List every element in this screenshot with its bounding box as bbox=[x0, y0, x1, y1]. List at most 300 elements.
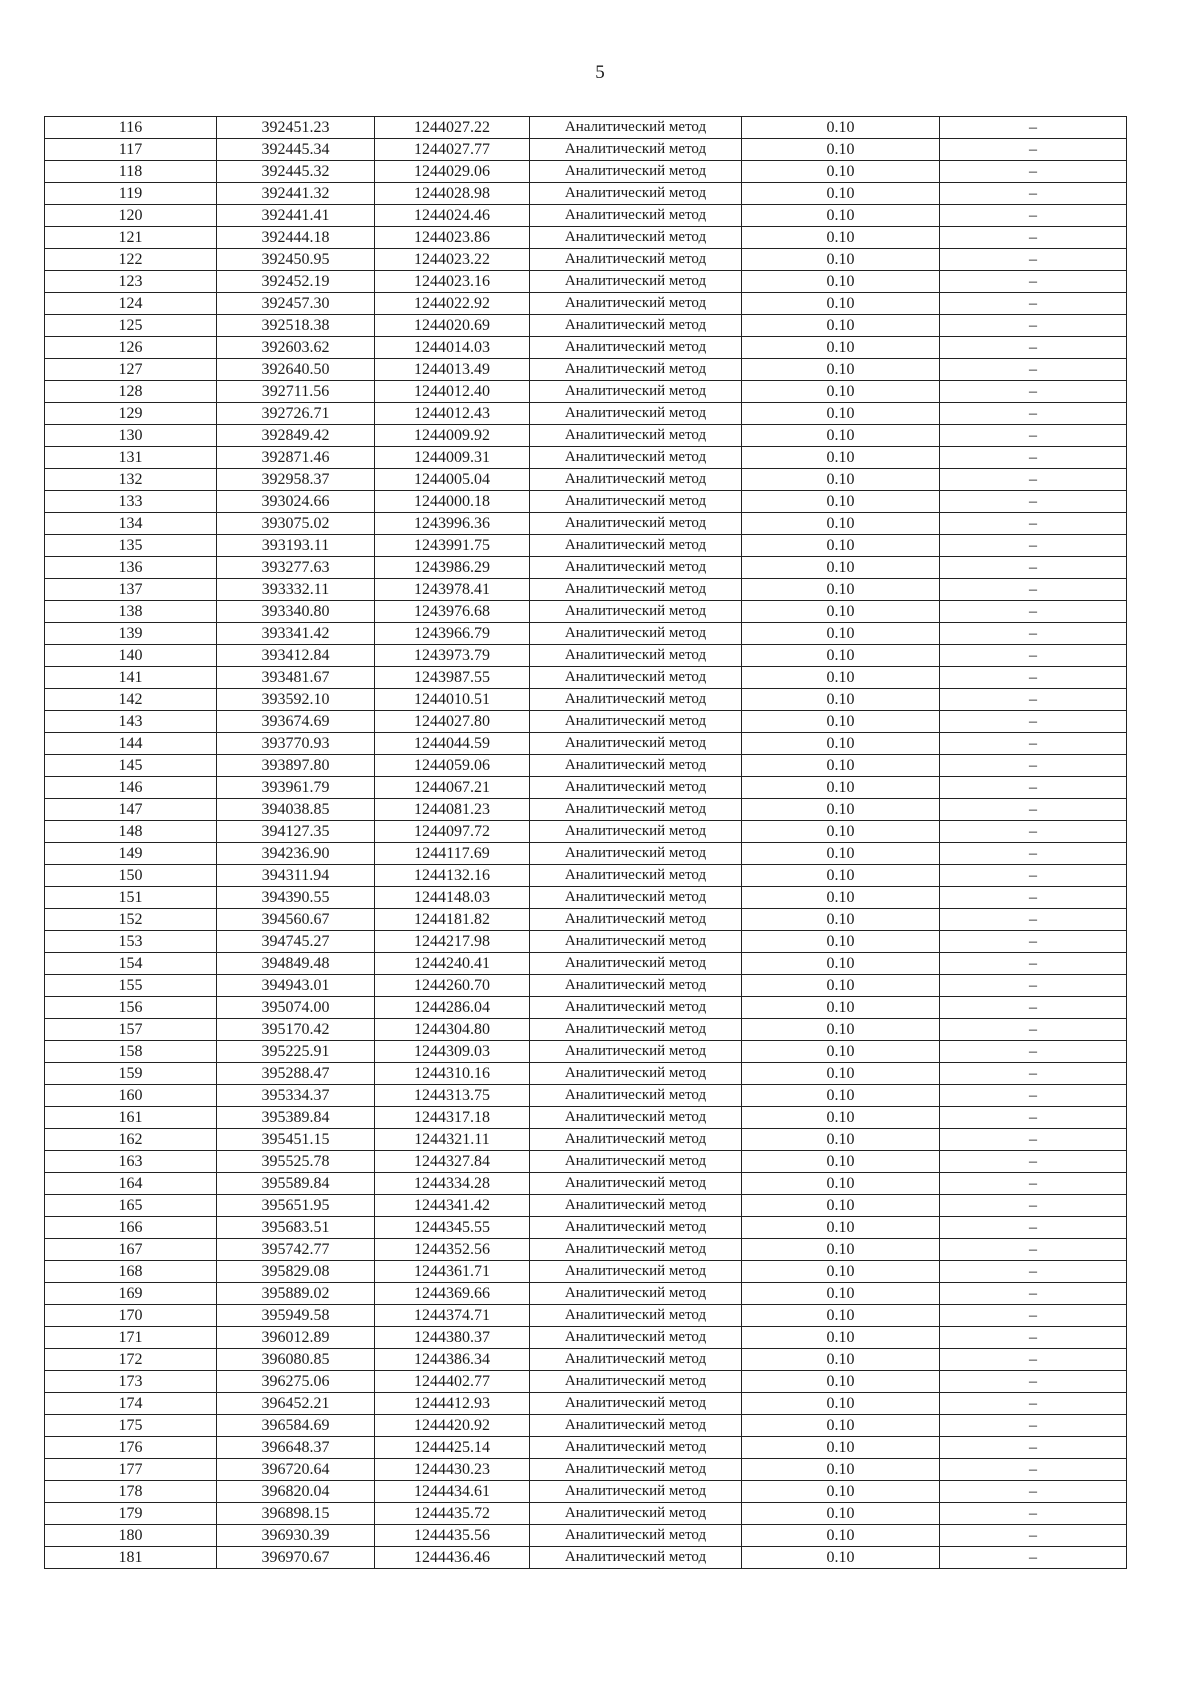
point-number-cell: 146 bbox=[45, 777, 217, 799]
y-coordinate-cell: 1243987.55 bbox=[375, 667, 530, 689]
accuracy-cell: 0.10 bbox=[742, 953, 940, 975]
y-coordinate-cell: 1244310.16 bbox=[375, 1063, 530, 1085]
y-coordinate-cell: 1244361.71 bbox=[375, 1261, 530, 1283]
y-coordinate-cell: 1244217.98 bbox=[375, 931, 530, 953]
method-cell: Аналитический метод bbox=[530, 1371, 742, 1393]
y-coordinate-cell: 1244012.40 bbox=[375, 381, 530, 403]
point-number-cell: 142 bbox=[45, 689, 217, 711]
method-cell: Аналитический метод bbox=[530, 337, 742, 359]
point-number-cell: 125 bbox=[45, 315, 217, 337]
y-coordinate-cell: 1244005.04 bbox=[375, 469, 530, 491]
method-cell: Аналитический метод bbox=[530, 931, 742, 953]
x-coordinate-cell: 392958.37 bbox=[217, 469, 375, 491]
method-cell: Аналитический метод bbox=[530, 1195, 742, 1217]
x-coordinate-cell: 392451.23 bbox=[217, 117, 375, 139]
x-coordinate-cell: 396452.21 bbox=[217, 1393, 375, 1415]
x-coordinate-cell: 392849.42 bbox=[217, 425, 375, 447]
table-row bbox=[45, 117, 1127, 139]
x-coordinate-cell: 395074.00 bbox=[217, 997, 375, 1019]
table-row bbox=[45, 997, 1127, 1019]
y-coordinate-cell: 1244132.16 bbox=[375, 865, 530, 887]
y-coordinate-cell: 1244022.92 bbox=[375, 293, 530, 315]
x-coordinate-cell: 394849.48 bbox=[217, 953, 375, 975]
table-row bbox=[45, 623, 1127, 645]
method-cell: Аналитический метод bbox=[530, 1503, 742, 1525]
note-cell: – bbox=[940, 1041, 1127, 1063]
y-coordinate-cell: 1244029.06 bbox=[375, 161, 530, 183]
accuracy-cell: 0.10 bbox=[742, 1151, 940, 1173]
point-number-cell: 140 bbox=[45, 645, 217, 667]
note-cell: – bbox=[940, 557, 1127, 579]
note-cell: – bbox=[940, 1129, 1127, 1151]
y-coordinate-cell: 1243978.41 bbox=[375, 579, 530, 601]
x-coordinate-cell: 396275.06 bbox=[217, 1371, 375, 1393]
table-row bbox=[45, 1327, 1127, 1349]
point-number-cell: 137 bbox=[45, 579, 217, 601]
method-cell: Аналитический метод bbox=[530, 623, 742, 645]
accuracy-cell: 0.10 bbox=[742, 1173, 940, 1195]
point-number-cell: 124 bbox=[45, 293, 217, 315]
point-number-cell: 173 bbox=[45, 1371, 217, 1393]
y-coordinate-cell: 1243986.29 bbox=[375, 557, 530, 579]
y-coordinate-cell: 1244010.51 bbox=[375, 689, 530, 711]
note-cell: – bbox=[940, 579, 1127, 601]
method-cell: Аналитический метод bbox=[530, 733, 742, 755]
method-cell: Аналитический метод bbox=[530, 579, 742, 601]
accuracy-cell: 0.10 bbox=[742, 909, 940, 931]
x-coordinate-cell: 393770.93 bbox=[217, 733, 375, 755]
x-coordinate-cell: 393332.11 bbox=[217, 579, 375, 601]
y-coordinate-cell: 1244044.59 bbox=[375, 733, 530, 755]
note-cell: – bbox=[940, 139, 1127, 161]
table-row bbox=[45, 1349, 1127, 1371]
note-cell: – bbox=[940, 1481, 1127, 1503]
accuracy-cell: 0.10 bbox=[742, 1107, 940, 1129]
accuracy-cell: 0.10 bbox=[742, 887, 940, 909]
table-row bbox=[45, 733, 1127, 755]
x-coordinate-cell: 395949.58 bbox=[217, 1305, 375, 1327]
x-coordinate-cell: 396820.04 bbox=[217, 1481, 375, 1503]
point-number-cell: 149 bbox=[45, 843, 217, 865]
method-cell: Аналитический метод bbox=[530, 799, 742, 821]
method-cell: Аналитический метод bbox=[530, 425, 742, 447]
method-cell: Аналитический метод bbox=[530, 1415, 742, 1437]
y-coordinate-cell: 1244240.41 bbox=[375, 953, 530, 975]
accuracy-cell: 0.10 bbox=[742, 711, 940, 733]
point-number-cell: 178 bbox=[45, 1481, 217, 1503]
x-coordinate-cell: 396930.39 bbox=[217, 1525, 375, 1547]
page-number: 5 bbox=[595, 62, 605, 83]
table-row bbox=[45, 1085, 1127, 1107]
y-coordinate-cell: 1243996.36 bbox=[375, 513, 530, 535]
y-coordinate-cell: 1244009.92 bbox=[375, 425, 530, 447]
table-row bbox=[45, 491, 1127, 513]
note-cell: – bbox=[940, 1459, 1127, 1481]
point-number-cell: 154 bbox=[45, 953, 217, 975]
table-row bbox=[45, 1371, 1127, 1393]
x-coordinate-cell: 394311.94 bbox=[217, 865, 375, 887]
note-cell: – bbox=[940, 249, 1127, 271]
x-coordinate-cell: 392457.30 bbox=[217, 293, 375, 315]
y-coordinate-cell: 1244028.98 bbox=[375, 183, 530, 205]
method-cell: Аналитический метод bbox=[530, 1349, 742, 1371]
note-cell: – bbox=[940, 1349, 1127, 1371]
table-row bbox=[45, 1195, 1127, 1217]
note-cell: – bbox=[940, 975, 1127, 997]
note-cell: – bbox=[940, 1217, 1127, 1239]
table-row bbox=[45, 821, 1127, 843]
note-cell: – bbox=[940, 821, 1127, 843]
point-number-cell: 132 bbox=[45, 469, 217, 491]
accuracy-cell: 0.10 bbox=[742, 403, 940, 425]
y-coordinate-cell: 1244097.72 bbox=[375, 821, 530, 843]
y-coordinate-cell: 1244345.55 bbox=[375, 1217, 530, 1239]
note-cell: – bbox=[940, 359, 1127, 381]
method-cell: Аналитический метод bbox=[530, 645, 742, 667]
x-coordinate-cell: 393341.42 bbox=[217, 623, 375, 645]
accuracy-cell: 0.10 bbox=[742, 513, 940, 535]
point-number-cell: 133 bbox=[45, 491, 217, 513]
y-coordinate-cell: 1244313.75 bbox=[375, 1085, 530, 1107]
note-cell: – bbox=[940, 601, 1127, 623]
accuracy-cell: 0.10 bbox=[742, 865, 940, 887]
table-row bbox=[45, 953, 1127, 975]
table-row bbox=[45, 887, 1127, 909]
method-cell: Аналитический метод bbox=[530, 843, 742, 865]
point-number-cell: 134 bbox=[45, 513, 217, 535]
table-row bbox=[45, 293, 1127, 315]
table-row bbox=[45, 1503, 1127, 1525]
point-number-cell: 180 bbox=[45, 1525, 217, 1547]
table-row bbox=[45, 205, 1127, 227]
x-coordinate-cell: 392450.95 bbox=[217, 249, 375, 271]
y-coordinate-cell: 1244327.84 bbox=[375, 1151, 530, 1173]
method-cell: Аналитический метод bbox=[530, 755, 742, 777]
y-coordinate-cell: 1244374.71 bbox=[375, 1305, 530, 1327]
method-cell: Аналитический метод bbox=[530, 711, 742, 733]
accuracy-cell: 0.10 bbox=[742, 1503, 940, 1525]
method-cell: Аналитический метод bbox=[530, 535, 742, 557]
x-coordinate-cell: 395334.37 bbox=[217, 1085, 375, 1107]
note-cell: – bbox=[940, 1327, 1127, 1349]
note-cell: – bbox=[940, 1415, 1127, 1437]
x-coordinate-cell: 394236.90 bbox=[217, 843, 375, 865]
accuracy-cell: 0.10 bbox=[742, 1481, 940, 1503]
note-cell: – bbox=[940, 1525, 1127, 1547]
method-cell: Аналитический метод bbox=[530, 1217, 742, 1239]
accuracy-cell: 0.10 bbox=[742, 667, 940, 689]
table-row bbox=[45, 557, 1127, 579]
table-row bbox=[45, 931, 1127, 953]
accuracy-cell: 0.10 bbox=[742, 1327, 940, 1349]
table-row bbox=[45, 755, 1127, 777]
note-cell: – bbox=[940, 513, 1127, 535]
x-coordinate-cell: 395742.77 bbox=[217, 1239, 375, 1261]
accuracy-cell: 0.10 bbox=[742, 1195, 940, 1217]
accuracy-cell: 0.10 bbox=[742, 601, 940, 623]
y-coordinate-cell: 1244435.72 bbox=[375, 1503, 530, 1525]
table-row bbox=[45, 469, 1127, 491]
method-cell: Аналитический метод bbox=[530, 469, 742, 491]
table-row bbox=[45, 1107, 1127, 1129]
y-coordinate-cell: 1244412.93 bbox=[375, 1393, 530, 1415]
accuracy-cell: 0.10 bbox=[742, 623, 940, 645]
method-cell: Аналитический метод bbox=[530, 1107, 742, 1129]
method-cell: Аналитический метод bbox=[530, 1129, 742, 1151]
table-row bbox=[45, 1547, 1127, 1569]
y-coordinate-cell: 1244009.31 bbox=[375, 447, 530, 469]
point-number-cell: 126 bbox=[45, 337, 217, 359]
x-coordinate-cell: 393592.10 bbox=[217, 689, 375, 711]
y-coordinate-cell: 1244014.03 bbox=[375, 337, 530, 359]
note-cell: – bbox=[940, 227, 1127, 249]
note-cell: – bbox=[940, 1393, 1127, 1415]
note-cell: – bbox=[940, 843, 1127, 865]
note-cell: – bbox=[940, 711, 1127, 733]
x-coordinate-cell: 392441.41 bbox=[217, 205, 375, 227]
point-number-cell: 162 bbox=[45, 1129, 217, 1151]
accuracy-cell: 0.10 bbox=[742, 469, 940, 491]
accuracy-cell: 0.10 bbox=[742, 1283, 940, 1305]
table-row bbox=[45, 909, 1127, 931]
table-row bbox=[45, 315, 1127, 337]
table-row bbox=[45, 1261, 1127, 1283]
x-coordinate-cell: 392726.71 bbox=[217, 403, 375, 425]
table-row bbox=[45, 183, 1127, 205]
point-number-cell: 168 bbox=[45, 1261, 217, 1283]
point-number-cell: 128 bbox=[45, 381, 217, 403]
point-number-cell: 138 bbox=[45, 601, 217, 623]
x-coordinate-cell: 392603.62 bbox=[217, 337, 375, 359]
accuracy-cell: 0.10 bbox=[742, 1217, 940, 1239]
table-row bbox=[45, 1063, 1127, 1085]
point-number-cell: 153 bbox=[45, 931, 217, 953]
x-coordinate-cell: 396970.67 bbox=[217, 1547, 375, 1569]
note-cell: – bbox=[940, 381, 1127, 403]
x-coordinate-cell: 395889.02 bbox=[217, 1283, 375, 1305]
accuracy-cell: 0.10 bbox=[742, 535, 940, 557]
method-cell: Аналитический метод bbox=[530, 953, 742, 975]
note-cell: – bbox=[940, 403, 1127, 425]
note-cell: – bbox=[940, 1085, 1127, 1107]
table-row bbox=[45, 227, 1127, 249]
y-coordinate-cell: 1244430.23 bbox=[375, 1459, 530, 1481]
x-coordinate-cell: 393481.67 bbox=[217, 667, 375, 689]
point-number-cell: 129 bbox=[45, 403, 217, 425]
x-coordinate-cell: 396012.89 bbox=[217, 1327, 375, 1349]
accuracy-cell: 0.10 bbox=[742, 381, 940, 403]
method-cell: Аналитический метод bbox=[530, 1437, 742, 1459]
accuracy-cell: 0.10 bbox=[742, 425, 940, 447]
table-row bbox=[45, 667, 1127, 689]
accuracy-cell: 0.10 bbox=[742, 1349, 940, 1371]
note-cell: – bbox=[940, 1019, 1127, 1041]
accuracy-cell: 0.10 bbox=[742, 161, 940, 183]
x-coordinate-cell: 393674.69 bbox=[217, 711, 375, 733]
accuracy-cell: 0.10 bbox=[742, 975, 940, 997]
accuracy-cell: 0.10 bbox=[742, 1085, 940, 1107]
point-number-cell: 164 bbox=[45, 1173, 217, 1195]
accuracy-cell: 0.10 bbox=[742, 117, 940, 139]
table-row bbox=[45, 1129, 1127, 1151]
table-row bbox=[45, 1525, 1127, 1547]
method-cell: Аналитический метод bbox=[530, 1459, 742, 1481]
point-number-cell: 131 bbox=[45, 447, 217, 469]
point-number-cell: 167 bbox=[45, 1239, 217, 1261]
accuracy-cell: 0.10 bbox=[742, 1041, 940, 1063]
x-coordinate-cell: 392445.32 bbox=[217, 161, 375, 183]
note-cell: – bbox=[940, 1063, 1127, 1085]
method-cell: Аналитический метод bbox=[530, 359, 742, 381]
x-coordinate-cell: 394560.67 bbox=[217, 909, 375, 931]
method-cell: Аналитический метод bbox=[530, 249, 742, 271]
note-cell: – bbox=[940, 887, 1127, 909]
x-coordinate-cell: 392444.18 bbox=[217, 227, 375, 249]
method-cell: Аналитический метод bbox=[530, 1151, 742, 1173]
x-coordinate-cell: 396584.69 bbox=[217, 1415, 375, 1437]
point-number-cell: 116 bbox=[45, 117, 217, 139]
note-cell: – bbox=[940, 1283, 1127, 1305]
x-coordinate-cell: 395525.78 bbox=[217, 1151, 375, 1173]
y-coordinate-cell: 1244023.22 bbox=[375, 249, 530, 271]
method-cell: Аналитический метод bbox=[530, 1525, 742, 1547]
y-coordinate-cell: 1244425.14 bbox=[375, 1437, 530, 1459]
method-cell: Аналитический метод bbox=[530, 887, 742, 909]
note-cell: – bbox=[940, 337, 1127, 359]
note-cell: – bbox=[940, 865, 1127, 887]
note-cell: – bbox=[940, 117, 1127, 139]
note-cell: – bbox=[940, 1151, 1127, 1173]
note-cell: – bbox=[940, 1261, 1127, 1283]
point-number-cell: 152 bbox=[45, 909, 217, 931]
y-coordinate-cell: 1244027.22 bbox=[375, 117, 530, 139]
accuracy-cell: 0.10 bbox=[742, 1129, 940, 1151]
x-coordinate-cell: 395225.91 bbox=[217, 1041, 375, 1063]
point-number-cell: 171 bbox=[45, 1327, 217, 1349]
accuracy-cell: 0.10 bbox=[742, 821, 940, 843]
accuracy-cell: 0.10 bbox=[742, 139, 940, 161]
point-number-cell: 130 bbox=[45, 425, 217, 447]
y-coordinate-cell: 1244059.06 bbox=[375, 755, 530, 777]
coordinates-table bbox=[44, 116, 1127, 1569]
x-coordinate-cell: 394943.01 bbox=[217, 975, 375, 997]
y-coordinate-cell: 1244436.46 bbox=[375, 1547, 530, 1569]
method-cell: Аналитический метод bbox=[530, 491, 742, 513]
y-coordinate-cell: 1244027.80 bbox=[375, 711, 530, 733]
point-number-cell: 179 bbox=[45, 1503, 217, 1525]
x-coordinate-cell: 396720.64 bbox=[217, 1459, 375, 1481]
point-number-cell: 181 bbox=[45, 1547, 217, 1569]
x-coordinate-cell: 392711.56 bbox=[217, 381, 375, 403]
x-coordinate-cell: 392518.38 bbox=[217, 315, 375, 337]
point-number-cell: 148 bbox=[45, 821, 217, 843]
x-coordinate-cell: 395651.95 bbox=[217, 1195, 375, 1217]
accuracy-cell: 0.10 bbox=[742, 205, 940, 227]
accuracy-cell: 0.10 bbox=[742, 557, 940, 579]
accuracy-cell: 0.10 bbox=[742, 733, 940, 755]
method-cell: Аналитический метод bbox=[530, 821, 742, 843]
y-coordinate-cell: 1244317.18 bbox=[375, 1107, 530, 1129]
point-number-cell: 160 bbox=[45, 1085, 217, 1107]
method-cell: Аналитический метод bbox=[530, 183, 742, 205]
note-cell: – bbox=[940, 491, 1127, 513]
table-row bbox=[45, 579, 1127, 601]
y-coordinate-cell: 1244352.56 bbox=[375, 1239, 530, 1261]
x-coordinate-cell: 392640.50 bbox=[217, 359, 375, 381]
table-row bbox=[45, 1459, 1127, 1481]
accuracy-cell: 0.10 bbox=[742, 1063, 940, 1085]
method-cell: Аналитический метод bbox=[530, 1019, 742, 1041]
point-number-cell: 144 bbox=[45, 733, 217, 755]
point-number-cell: 176 bbox=[45, 1437, 217, 1459]
accuracy-cell: 0.10 bbox=[742, 315, 940, 337]
note-cell: – bbox=[940, 293, 1127, 315]
method-cell: Аналитический метод bbox=[530, 139, 742, 161]
method-cell: Аналитический метод bbox=[530, 689, 742, 711]
accuracy-cell: 0.10 bbox=[742, 491, 940, 513]
accuracy-cell: 0.10 bbox=[742, 1019, 940, 1041]
point-number-cell: 117 bbox=[45, 139, 217, 161]
y-coordinate-cell: 1244369.66 bbox=[375, 1283, 530, 1305]
point-number-cell: 157 bbox=[45, 1019, 217, 1041]
method-cell: Аналитический метод bbox=[530, 1481, 742, 1503]
point-number-cell: 177 bbox=[45, 1459, 217, 1481]
table-row bbox=[45, 1173, 1127, 1195]
method-cell: Аналитический метод bbox=[530, 117, 742, 139]
point-number-cell: 166 bbox=[45, 1217, 217, 1239]
note-cell: – bbox=[940, 1173, 1127, 1195]
method-cell: Аналитический метод bbox=[530, 601, 742, 623]
point-number-cell: 122 bbox=[45, 249, 217, 271]
y-coordinate-cell: 1244402.77 bbox=[375, 1371, 530, 1393]
y-coordinate-cell: 1244024.46 bbox=[375, 205, 530, 227]
y-coordinate-cell: 1244081.23 bbox=[375, 799, 530, 821]
y-coordinate-cell: 1244434.61 bbox=[375, 1481, 530, 1503]
y-coordinate-cell: 1243973.79 bbox=[375, 645, 530, 667]
table-row bbox=[45, 1305, 1127, 1327]
y-coordinate-cell: 1244067.21 bbox=[375, 777, 530, 799]
method-cell: Аналитический метод bbox=[530, 1547, 742, 1569]
accuracy-cell: 0.10 bbox=[742, 1371, 940, 1393]
table-row bbox=[45, 1151, 1127, 1173]
x-coordinate-cell: 396648.37 bbox=[217, 1437, 375, 1459]
method-cell: Аналитический метод bbox=[530, 1327, 742, 1349]
accuracy-cell: 0.10 bbox=[742, 777, 940, 799]
accuracy-cell: 0.10 bbox=[742, 249, 940, 271]
accuracy-cell: 0.10 bbox=[742, 579, 940, 601]
y-coordinate-cell: 1244181.82 bbox=[375, 909, 530, 931]
point-number-cell: 161 bbox=[45, 1107, 217, 1129]
method-cell: Аналитический метод bbox=[530, 1283, 742, 1305]
table-row bbox=[45, 447, 1127, 469]
x-coordinate-cell: 395170.42 bbox=[217, 1019, 375, 1041]
note-cell: – bbox=[940, 931, 1127, 953]
x-coordinate-cell: 393412.84 bbox=[217, 645, 375, 667]
x-coordinate-cell: 392441.32 bbox=[217, 183, 375, 205]
x-coordinate-cell: 396898.15 bbox=[217, 1503, 375, 1525]
x-coordinate-cell: 395389.84 bbox=[217, 1107, 375, 1129]
x-coordinate-cell: 392871.46 bbox=[217, 447, 375, 469]
note-cell: – bbox=[940, 425, 1127, 447]
method-cell: Аналитический метод bbox=[530, 557, 742, 579]
point-number-cell: 155 bbox=[45, 975, 217, 997]
method-cell: Аналитический метод bbox=[530, 1393, 742, 1415]
table-row bbox=[45, 359, 1127, 381]
table-row bbox=[45, 535, 1127, 557]
y-coordinate-cell: 1244260.70 bbox=[375, 975, 530, 997]
point-number-cell: 151 bbox=[45, 887, 217, 909]
x-coordinate-cell: 395589.84 bbox=[217, 1173, 375, 1195]
